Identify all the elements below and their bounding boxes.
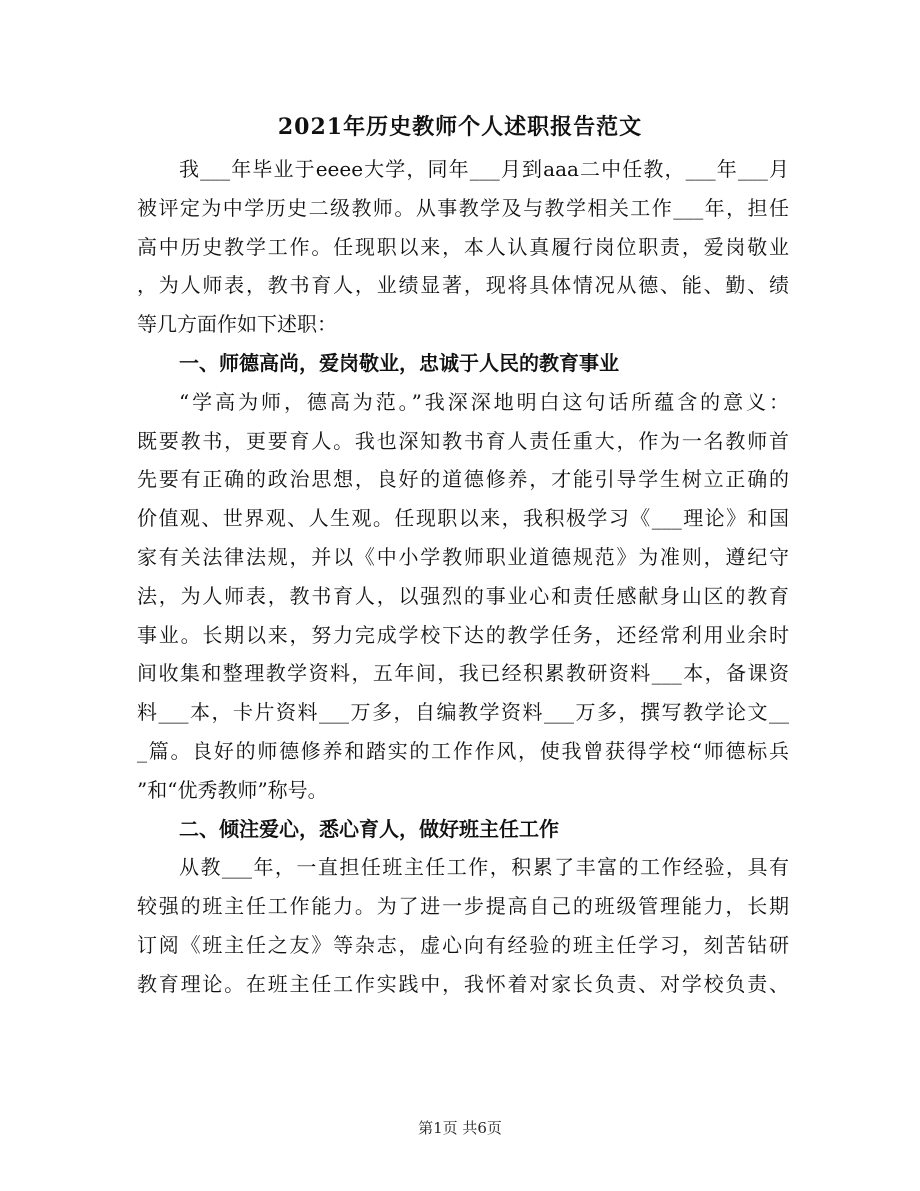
paragraph-line: ”和“优秀教师”称号。 bbox=[137, 777, 328, 802]
document-body bbox=[137, 150, 789, 1004]
section-heading: 一、师德高尚，爱岗敬业，忠诚于人民的教育事业 bbox=[179, 350, 619, 375]
page-indicator: 第1页 共6页 bbox=[418, 1119, 502, 1137]
paragraph-line: 先要有正确的政治思想，良好的道德修养，才能引导学生树立正确的 bbox=[137, 467, 789, 492]
paragraph-line: 订阅《班主任之友》等杂志，虚心向有经验的班主任学习，刻苦钻研 bbox=[137, 932, 789, 957]
paragraph-line: “学高为师，德高为范。”我深深地明白这句话所蕴含的意义： bbox=[179, 389, 789, 414]
document-title: 2021年历史教师个人述职报告范文 bbox=[277, 114, 643, 140]
paragraph-line: 间收集和整理教学资料，五年间，我已经积累教研资料___本，备课资 bbox=[137, 661, 789, 686]
paragraph-line: 既要教书，更要育人。我也深知教书育人责任重大，作为一名教师首 bbox=[137, 428, 789, 453]
paragraph-line: 高中历史教学工作。任现职以来，本人认真履行岗位职责，爱岗敬业 bbox=[137, 234, 789, 259]
paragraph-line: 事业。长期以来，努力完成学校下达的教学任务，还经常利用业余时 bbox=[137, 622, 789, 647]
paragraph-line: 料___本，卡片资料___万多，自编教学资料___万多，撰写教学论文__ bbox=[137, 700, 789, 725]
paragraph-line: 从教___年，一直担任班主任工作，积累了丰富的工作经验，具有 bbox=[179, 855, 789, 880]
paragraph-line: 家有关法律法规，并以《中小学教师职业道德规范》为准则，遵纪守 bbox=[137, 544, 789, 569]
paragraph-line: ，为人师表，教书育人，业绩显著，现将具体情况从德、能、勤、绩 bbox=[137, 273, 789, 298]
paragraph-line: 被评定为中学历史二级教师。从事教学及与教学相关工作___年，担任 bbox=[137, 195, 789, 220]
paragraph-line: 等几方面作如下述职： bbox=[137, 312, 337, 337]
paragraph-line: _篇。良好的师德修养和踏实的工作作风，使我曾获得学校“师德标兵 bbox=[137, 738, 789, 763]
section-heading: 二、倾注爱心，悉心育人，做好班主任工作 bbox=[179, 816, 559, 841]
paragraph-line: 较强的班主任工作能力。为了进一步提高自己的班级管理能力，长期 bbox=[137, 894, 789, 919]
paragraph-line: 法，为人师表，教书育人，以强烈的事业心和责任感献身山区的教育 bbox=[137, 583, 789, 608]
paragraph-line: 教育理论。在班主任工作实践中，我怀着对家长负责、对学校负责、 bbox=[137, 971, 789, 996]
paragraph-line: 价值观、世界观、人生观。任现职以来，我积极学习《___理论》和国 bbox=[137, 506, 789, 531]
paragraph-line: 我___年毕业于eeee大学，同年___月到aaa二中任教，___年___月 bbox=[179, 157, 789, 181]
